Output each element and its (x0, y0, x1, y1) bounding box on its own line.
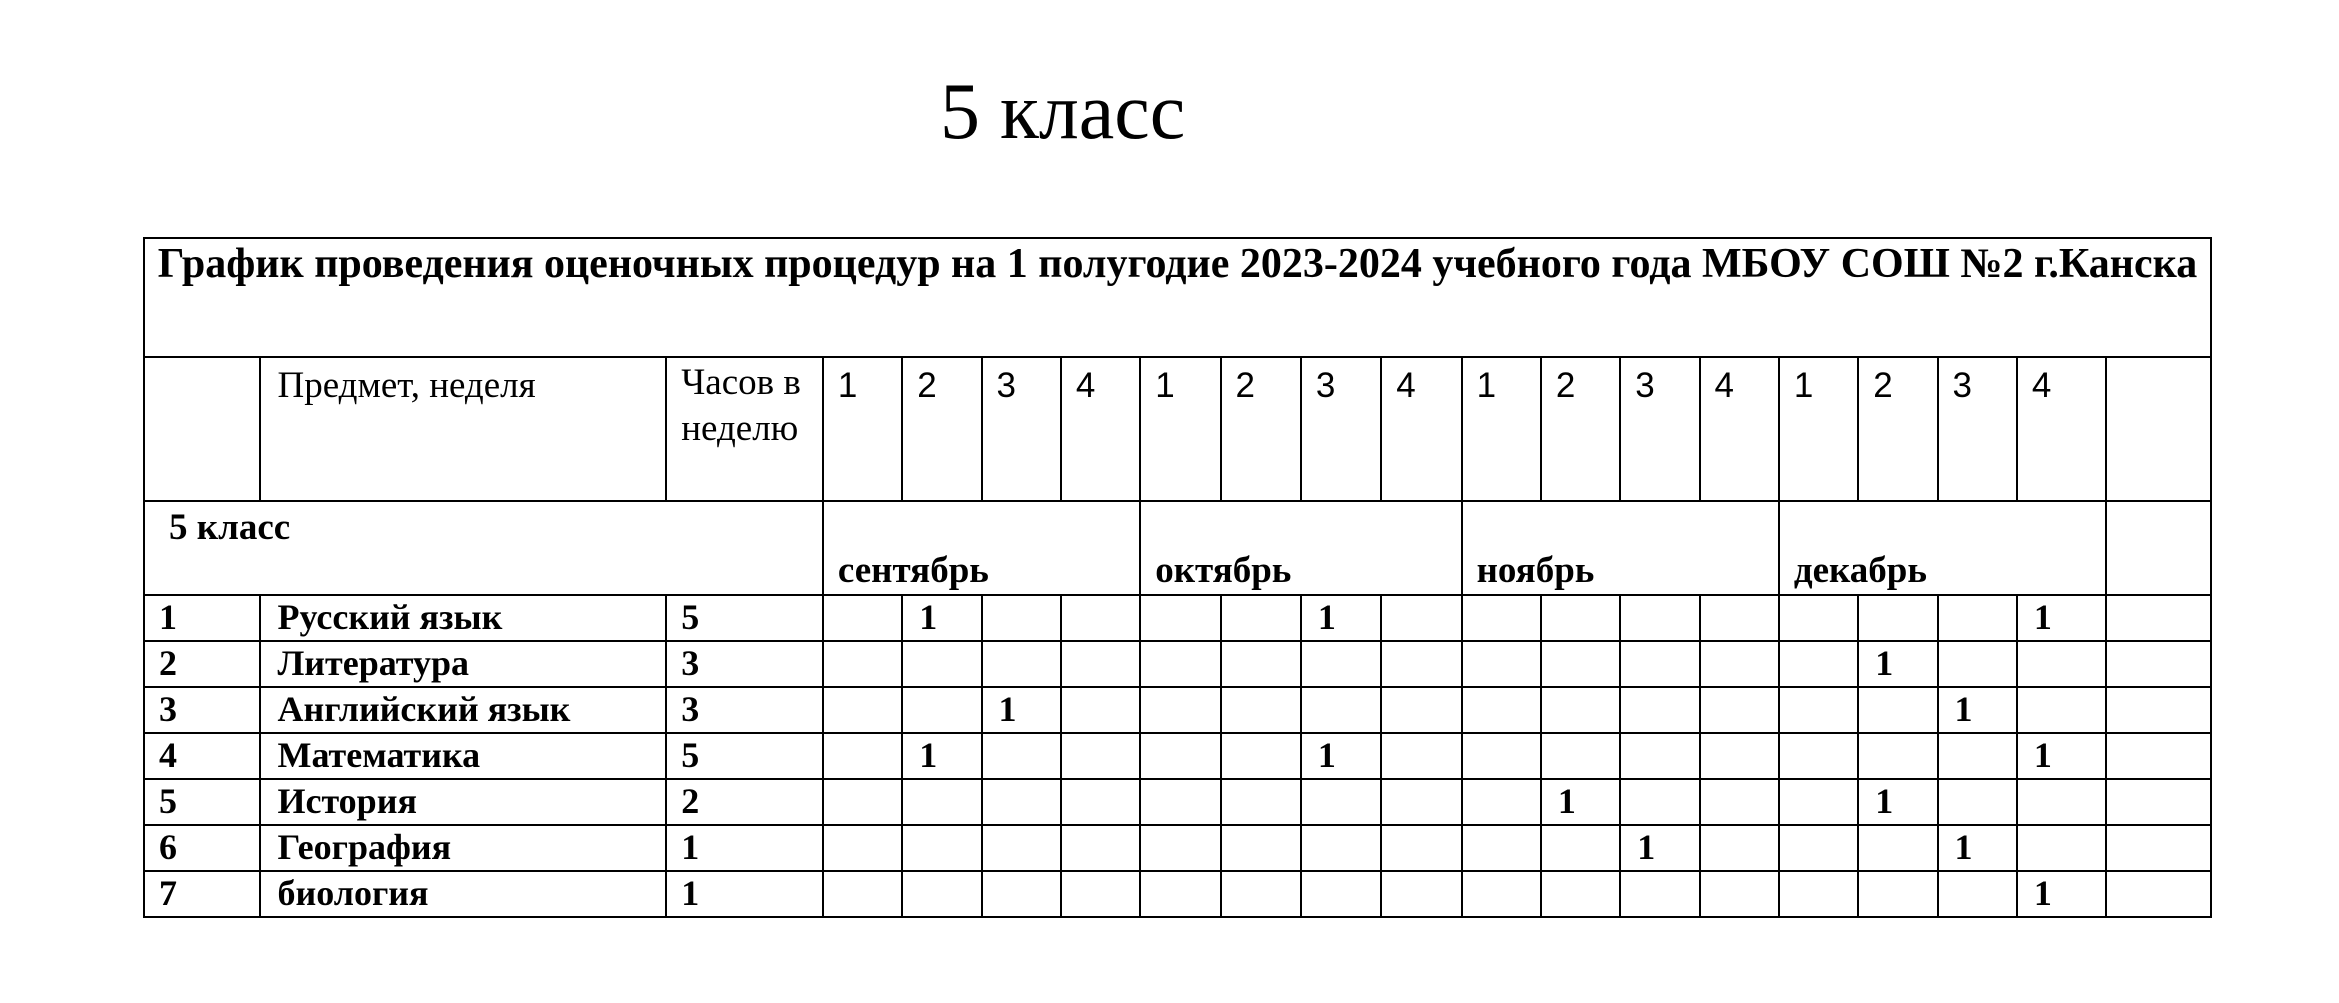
month-empty-cell (2106, 501, 2211, 595)
assessment-cell: 1 (902, 595, 981, 641)
assessment-cell (823, 871, 902, 917)
assessment-cell (2106, 595, 2211, 641)
table-row (144, 733, 2211, 779)
subject-name: История (260, 779, 666, 825)
assessment-cell (1541, 733, 1620, 779)
subject-name: Английский язык (260, 687, 666, 733)
assessment-cell (1140, 595, 1220, 641)
assessment-cell (1381, 871, 1461, 917)
header-week-number: 4 (2017, 357, 2106, 501)
assessment-cell (823, 779, 902, 825)
assessment-cell: 1 (2017, 871, 2106, 917)
assessment-cell (1938, 733, 2017, 779)
assessment-cell (2017, 641, 2106, 687)
row-number: 7 (144, 871, 260, 917)
header-week-number: 1 (1462, 357, 1541, 501)
assessment-cell (902, 779, 981, 825)
hours-per-week: 5 (666, 595, 823, 641)
assessment-cell (1140, 641, 1220, 687)
assessment-cell (982, 733, 1061, 779)
assessment-cell (823, 687, 902, 733)
table-row (144, 641, 2211, 687)
header-subject: Предмет, неделя (260, 357, 666, 501)
assessment-cell (1620, 641, 1699, 687)
assessment-cell (1858, 871, 1937, 917)
assessment-cell (1301, 825, 1381, 871)
assessment-cell (1301, 687, 1381, 733)
assessment-cell (982, 595, 1061, 641)
assessment-cell (1858, 595, 1937, 641)
assessment-cell (902, 687, 981, 733)
assessment-cell (982, 641, 1061, 687)
assessment-cell (1620, 779, 1699, 825)
assessment-cell (1140, 733, 1220, 779)
assessment-cell (1140, 825, 1220, 871)
assessment-cell (1779, 825, 1858, 871)
assessment-cell (1462, 825, 1541, 871)
assessment-cell (1221, 779, 1301, 825)
assessment-cell (2017, 687, 2106, 733)
table-row (144, 825, 2211, 871)
assessment-cell (1541, 871, 1620, 917)
header-week-number: 4 (1381, 357, 1461, 501)
assessment-cell (1779, 733, 1858, 779)
subject-name: Математика (260, 733, 666, 779)
assessment-cell (1779, 595, 1858, 641)
assessment-cell (1140, 779, 1220, 825)
header-week-number: 4 (1700, 357, 1779, 501)
assessment-cell: 1 (2017, 595, 2106, 641)
assessment-cell (1221, 595, 1301, 641)
header-week-number: 3 (982, 357, 1061, 501)
hours-per-week: 3 (666, 641, 823, 687)
assessment-cell (1779, 871, 1858, 917)
assessment-cell (1541, 595, 1620, 641)
assessment-cell (1700, 733, 1779, 779)
header-week-number: 3 (1301, 357, 1381, 501)
header-hours: Часов в неделю (666, 357, 823, 501)
assessment-cell (1779, 687, 1858, 733)
assessment-cell (2106, 871, 2211, 917)
assessment-cell (982, 779, 1061, 825)
assessment-cell: 1 (902, 733, 981, 779)
assessment-cell: 1 (1301, 733, 1381, 779)
header-week-number: 1 (823, 357, 902, 501)
assessment-cell (1462, 779, 1541, 825)
assessment-cell (1700, 871, 1779, 917)
assessment-cell (1221, 687, 1301, 733)
assessment-cell (982, 871, 1061, 917)
hours-per-week: 1 (666, 825, 823, 871)
assessment-cell (1381, 825, 1461, 871)
assessment-cell (1462, 733, 1541, 779)
assessment-cell (1061, 733, 1140, 779)
assessment-cell (1462, 871, 1541, 917)
header-week-number: 2 (1858, 357, 1937, 501)
assessment-cell (1381, 687, 1461, 733)
header-week-number: 3 (1938, 357, 2017, 501)
assessment-cell (902, 871, 981, 917)
assessment-cell (1858, 825, 1937, 871)
assessment-cell (823, 641, 902, 687)
header-number-cell (144, 357, 260, 501)
header-week-number: 2 (1541, 357, 1620, 501)
assessment-cell (1061, 595, 1140, 641)
table-row (144, 687, 2211, 733)
assessment-cell: 1 (1938, 825, 2017, 871)
assessment-cell: 1 (2017, 733, 2106, 779)
assessment-cell (2106, 779, 2211, 825)
assessment-cell (1620, 733, 1699, 779)
assessment-cell (2106, 641, 2211, 687)
assessment-cell (1381, 779, 1461, 825)
assessment-cell: 1 (1620, 825, 1699, 871)
assessment-cell: 1 (1301, 595, 1381, 641)
assessment-schedule-table (143, 237, 2212, 918)
assessment-cell (1858, 687, 1937, 733)
assessment-cell (1700, 825, 1779, 871)
subject-name: Литература (260, 641, 666, 687)
assessment-cell (2106, 687, 2211, 733)
assessment-cell (1221, 871, 1301, 917)
assessment-cell (982, 825, 1061, 871)
assessment-cell (902, 641, 981, 687)
assessment-cell: 1 (1938, 687, 2017, 733)
assessment-cell (1938, 779, 2017, 825)
assessment-cell: 1 (982, 687, 1061, 733)
header-week-number: 2 (902, 357, 981, 501)
assessment-cell (2106, 733, 2211, 779)
assessment-cell (1221, 641, 1301, 687)
subject-name: биология (260, 871, 666, 917)
assessment-cell (1061, 687, 1140, 733)
assessment-cell (1301, 779, 1381, 825)
header-week-number: 3 (1620, 357, 1699, 501)
hours-per-week: 5 (666, 733, 823, 779)
assessment-cell (1462, 687, 1541, 733)
assessment-cell (1221, 733, 1301, 779)
row-number: 6 (144, 825, 260, 871)
assessment-cell: 1 (1858, 641, 1937, 687)
month-label: сентябрь (823, 501, 1140, 595)
subject-name: Русский язык (260, 595, 666, 641)
assessment-cell (1381, 641, 1461, 687)
row-number: 1 (144, 595, 260, 641)
assessment-cell (1938, 871, 2017, 917)
assessment-cell (1381, 733, 1461, 779)
assessment-cell (2017, 779, 2106, 825)
assessment-cell (1140, 687, 1220, 733)
assessment-cell (1301, 871, 1381, 917)
assessment-cell (1779, 641, 1858, 687)
assessment-cell (1620, 595, 1699, 641)
assessment-cell (1700, 641, 1779, 687)
assessment-cell (1779, 779, 1858, 825)
assessment-cell (2017, 825, 2106, 871)
row-number: 2 (144, 641, 260, 687)
assessment-cell (823, 825, 902, 871)
assessment-cell (1462, 641, 1541, 687)
month-label: октябрь (1140, 501, 1461, 595)
header-empty-cell (2106, 357, 2211, 501)
assessment-cell (1858, 733, 1937, 779)
assessment-cell (2106, 825, 2211, 871)
assessment-cell (823, 595, 902, 641)
assessment-cell (1140, 871, 1220, 917)
assessment-cell (823, 733, 902, 779)
assessment-cell (1620, 687, 1699, 733)
table-title: График проведения оценочных процедур на 1 полугодие 2023-2024 учебного года МБОУ СОШ №2 г.Канска (144, 238, 2211, 357)
assessment-cell (1541, 687, 1620, 733)
assessment-cell (1541, 641, 1620, 687)
assessment-cell (1221, 825, 1301, 871)
assessment-cell (902, 825, 981, 871)
class-label: 5 класс (144, 501, 823, 595)
assessment-cell (1301, 641, 1381, 687)
assessment-cell (1462, 595, 1541, 641)
hours-per-week: 1 (666, 871, 823, 917)
assessment-cell (1620, 871, 1699, 917)
assessment-cell: 1 (1541, 779, 1620, 825)
row-number: 4 (144, 733, 260, 779)
hours-per-week: 3 (666, 687, 823, 733)
table-row (144, 779, 2211, 825)
assessment-cell (1061, 779, 1140, 825)
header-week-number: 4 (1061, 357, 1140, 501)
assessment-cell (1700, 779, 1779, 825)
assessment-cell (1700, 595, 1779, 641)
hours-per-week: 2 (666, 779, 823, 825)
assessment-cell (1700, 687, 1779, 733)
assessment-cell (1061, 825, 1140, 871)
page-title: 5 класс (940, 68, 1186, 156)
assessment-cell (1938, 641, 2017, 687)
assessment-cell (1061, 871, 1140, 917)
row-number: 5 (144, 779, 260, 825)
assessment-cell (1938, 595, 2017, 641)
subject-name: География (260, 825, 666, 871)
table-row (144, 595, 2211, 641)
header-week-number: 1 (1779, 357, 1858, 501)
month-label: ноябрь (1462, 501, 1779, 595)
assessment-cell (1381, 595, 1461, 641)
table-row (144, 871, 2211, 917)
assessment-cell (1061, 641, 1140, 687)
assessment-cell (1541, 825, 1620, 871)
assessment-cell: 1 (1858, 779, 1937, 825)
header-week-number: 2 (1221, 357, 1301, 501)
header-week-number: 1 (1140, 357, 1220, 501)
month-label: декабрь (1779, 501, 2106, 595)
row-number: 3 (144, 687, 260, 733)
